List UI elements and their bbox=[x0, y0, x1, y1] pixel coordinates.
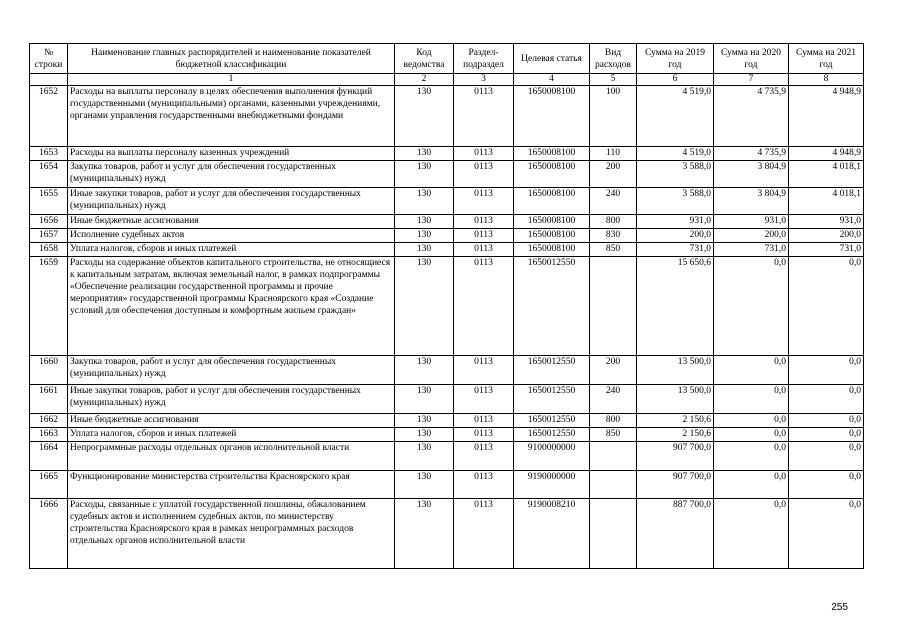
row-target: 1650008100 bbox=[514, 243, 590, 257]
row-sum2019: 200,0 bbox=[637, 229, 714, 243]
row-code: 130 bbox=[395, 188, 454, 215]
row-number: 1662 bbox=[30, 414, 68, 428]
row-sum2021: 0,0 bbox=[789, 414, 864, 428]
row-sum2019: 2 150,6 bbox=[637, 414, 714, 428]
row-code: 130 bbox=[395, 243, 454, 257]
table-row bbox=[30, 471, 864, 499]
row-number: 1652 bbox=[30, 86, 68, 147]
row-sum2020: 0,0 bbox=[714, 428, 789, 442]
row-type: 830 bbox=[590, 229, 637, 243]
row-code: 130 bbox=[395, 385, 454, 414]
row-number: 1658 bbox=[30, 243, 68, 257]
column-number bbox=[30, 74, 68, 86]
row-sum2019: 2 150,6 bbox=[637, 428, 714, 442]
header-name: Наименование главных распорядителей и наименование показателей бюджетной классификации bbox=[68, 44, 395, 74]
column-number-row bbox=[30, 74, 864, 86]
row-name: Иные закупки товаров, работ и услуг для обеспечения государственных (муниципальных) нужд bbox=[68, 385, 395, 414]
row-type: 850 bbox=[590, 428, 637, 442]
row-section: 0113 bbox=[454, 229, 514, 243]
row-section: 0113 bbox=[454, 215, 514, 229]
row-target: 9190008210 bbox=[514, 499, 590, 569]
row-sum2019: 907 700,0 bbox=[637, 471, 714, 499]
row-name: Расходы, связанные с уплатой государственной пошлины, обжалованием судебных актов и исполнением судебных актов, по министерству строительства Красноярского края в рамках непрограммных расходов отдельных органов исполнительной власти bbox=[68, 499, 395, 569]
row-sum2021: 0,0 bbox=[789, 428, 864, 442]
row-type: 800 bbox=[590, 215, 637, 229]
row-code: 130 bbox=[395, 215, 454, 229]
budget-table bbox=[29, 43, 864, 569]
table-row bbox=[30, 257, 864, 356]
row-section: 0113 bbox=[454, 257, 514, 356]
row-sum2020: 200,0 bbox=[714, 229, 789, 243]
row-sum2020: 731,0 bbox=[714, 243, 789, 257]
table-row bbox=[30, 147, 864, 161]
table-row bbox=[30, 215, 864, 229]
row-number: 1659 bbox=[30, 257, 68, 356]
row-number: 1666 bbox=[30, 499, 68, 569]
column-number: 1 bbox=[68, 74, 395, 86]
row-number: 1655 bbox=[30, 188, 68, 215]
table-row bbox=[30, 414, 864, 428]
row-type: 200 bbox=[590, 356, 637, 385]
row-section: 0113 bbox=[454, 428, 514, 442]
row-number: 1663 bbox=[30, 428, 68, 442]
row-target: 1650008100 bbox=[514, 188, 590, 215]
table-row bbox=[30, 86, 864, 147]
row-code: 130 bbox=[395, 257, 454, 356]
row-number: 1661 bbox=[30, 385, 68, 414]
row-name: Уплата налогов, сборов и иных платежей bbox=[68, 243, 395, 257]
row-code: 130 bbox=[395, 499, 454, 569]
table-row bbox=[30, 385, 864, 414]
row-type: 100 bbox=[590, 86, 637, 147]
row-sum2019: 13 500,0 bbox=[637, 385, 714, 414]
row-type bbox=[590, 257, 637, 356]
row-sum2020: 0,0 bbox=[714, 356, 789, 385]
column-number: 8 bbox=[789, 74, 864, 86]
row-type: 800 bbox=[590, 414, 637, 428]
row-type: 240 bbox=[590, 385, 637, 414]
row-code: 130 bbox=[395, 356, 454, 385]
row-type: 200 bbox=[590, 161, 637, 188]
header-sum2020: Сумма на 2020 год bbox=[714, 44, 789, 74]
row-sum2019: 15 650,6 bbox=[637, 257, 714, 356]
row-target: 1650008100 bbox=[514, 147, 590, 161]
row-number: 1653 bbox=[30, 147, 68, 161]
row-name: Иные бюджетные ассигнования bbox=[68, 215, 395, 229]
column-number: 6 bbox=[637, 74, 714, 86]
row-target: 1650008100 bbox=[514, 215, 590, 229]
row-target: 9190000000 bbox=[514, 471, 590, 499]
header-code: Код ведомства bbox=[395, 44, 454, 74]
row-sum2021: 0,0 bbox=[789, 257, 864, 356]
row-type bbox=[590, 471, 637, 499]
table-row bbox=[30, 229, 864, 243]
row-section: 0113 bbox=[454, 243, 514, 257]
row-section: 0113 bbox=[454, 188, 514, 215]
row-target: 1650008100 bbox=[514, 229, 590, 243]
row-section: 0113 bbox=[454, 356, 514, 385]
row-code: 130 bbox=[395, 86, 454, 147]
page-number: 255 bbox=[831, 602, 848, 613]
row-code: 130 bbox=[395, 428, 454, 442]
row-name: Расходы на выплаты персоналу казенных учреждений bbox=[68, 147, 395, 161]
row-type: 240 bbox=[590, 188, 637, 215]
row-sum2021: 0,0 bbox=[789, 499, 864, 569]
row-target: 1650012550 bbox=[514, 428, 590, 442]
row-type: 850 bbox=[590, 243, 637, 257]
row-section: 0113 bbox=[454, 86, 514, 147]
row-code: 130 bbox=[395, 229, 454, 243]
column-number: 2 bbox=[395, 74, 454, 86]
row-code: 130 bbox=[395, 442, 454, 471]
row-sum2021: 0,0 bbox=[789, 442, 864, 471]
table-row bbox=[30, 161, 864, 188]
row-type bbox=[590, 499, 637, 569]
row-sum2020: 3 804,9 bbox=[714, 161, 789, 188]
row-sum2020: 931,0 bbox=[714, 215, 789, 229]
header-num: № строки bbox=[30, 44, 68, 74]
row-sum2019: 4 519,0 bbox=[637, 147, 714, 161]
row-section: 0113 bbox=[454, 414, 514, 428]
row-name: Функционирование министерства строительства Красноярского края bbox=[68, 471, 395, 499]
header-section: Раздел-подраздел bbox=[454, 44, 514, 74]
row-name: Расходы на выплаты персоналу в целях обеспечения выполнения функций государственными (муниципальными) органами, казенными учреждениями, органами управления государственными внебюджетными фондами bbox=[68, 86, 395, 147]
table-row bbox=[30, 428, 864, 442]
row-name: Уплата налогов, сборов и иных платежей bbox=[68, 428, 395, 442]
row-number: 1657 bbox=[30, 229, 68, 243]
row-sum2019: 4 519,0 bbox=[637, 86, 714, 147]
row-target: 1650012550 bbox=[514, 414, 590, 428]
row-sum2021: 0,0 bbox=[789, 471, 864, 499]
row-number: 1665 bbox=[30, 471, 68, 499]
row-sum2020: 3 804,9 bbox=[714, 188, 789, 215]
row-sum2019: 731,0 bbox=[637, 243, 714, 257]
row-sum2021: 4 018,1 bbox=[789, 188, 864, 215]
row-sum2021: 4 018,1 bbox=[789, 161, 864, 188]
row-sum2019: 13 500,0 bbox=[637, 356, 714, 385]
column-number: 5 bbox=[590, 74, 637, 86]
row-code: 130 bbox=[395, 147, 454, 161]
row-sum2021: 931,0 bbox=[789, 215, 864, 229]
header-row bbox=[30, 44, 864, 74]
row-section: 0113 bbox=[454, 442, 514, 471]
row-sum2021: 0,0 bbox=[789, 385, 864, 414]
row-sum2019: 907 700,0 bbox=[637, 442, 714, 471]
row-name: Расходы на содержание объектов капитального строительства, не относящиеся к капитальным затратам, включая земельный налог, в рамках подпрограммы «Обеспечение реализации государственной программы и прочие мероприятия» государственной программы Красноярского края «Создание условий для обеспечения доступным и комфортным жильем граждан» bbox=[68, 257, 395, 356]
row-sum2019: 887 700,0 bbox=[637, 499, 714, 569]
row-sum2019: 3 588,0 bbox=[637, 161, 714, 188]
row-number: 1654 bbox=[30, 161, 68, 188]
row-sum2020: 4 735,9 bbox=[714, 147, 789, 161]
row-target: 1650012550 bbox=[514, 257, 590, 356]
row-sum2021: 731,0 bbox=[789, 243, 864, 257]
row-name: Непрограммные расходы отдельных органов исполнительной власти bbox=[68, 442, 395, 471]
row-name: Исполнение судебных актов bbox=[68, 229, 395, 243]
row-code: 130 bbox=[395, 471, 454, 499]
table-row bbox=[30, 356, 864, 385]
row-section: 0113 bbox=[454, 471, 514, 499]
table-row bbox=[30, 499, 864, 569]
table-row bbox=[30, 188, 864, 215]
row-section: 0113 bbox=[454, 385, 514, 414]
row-sum2021: 4 948,9 bbox=[789, 86, 864, 147]
row-name: Закупка товаров, работ и услуг для обеспечения государственных (муниципальных) нужд bbox=[68, 356, 395, 385]
row-target: 1650012550 bbox=[514, 385, 590, 414]
row-sum2020: 0,0 bbox=[714, 471, 789, 499]
row-name: Иные закупки товаров, работ и услуг для обеспечения государственных (муниципальных) нужд bbox=[68, 188, 395, 215]
row-sum2020: 4 735,9 bbox=[714, 86, 789, 147]
row-sum2021: 4 948,9 bbox=[789, 147, 864, 161]
row-section: 0113 bbox=[454, 147, 514, 161]
row-sum2020: 0,0 bbox=[714, 257, 789, 356]
row-target: 1650008100 bbox=[514, 86, 590, 147]
row-target: 9100000000 bbox=[514, 442, 590, 471]
row-sum2021: 200,0 bbox=[789, 229, 864, 243]
row-name: Закупка товаров, работ и услуг для обеспечения государственных (муниципальных) нужд bbox=[68, 161, 395, 188]
row-section: 0113 bbox=[454, 161, 514, 188]
row-sum2020: 0,0 bbox=[714, 385, 789, 414]
row-type bbox=[590, 442, 637, 471]
row-target: 1650008100 bbox=[514, 161, 590, 188]
row-number: 1664 bbox=[30, 442, 68, 471]
row-sum2020: 0,0 bbox=[714, 499, 789, 569]
table-row bbox=[30, 243, 864, 257]
column-number: 4 bbox=[514, 74, 590, 86]
header-sum2019: Сумма на 2019 год bbox=[637, 44, 714, 74]
row-number: 1660 bbox=[30, 356, 68, 385]
row-sum2019: 3 588,0 bbox=[637, 188, 714, 215]
header-target: Целевая статья bbox=[514, 44, 590, 74]
row-code: 130 bbox=[395, 414, 454, 428]
row-target: 1650012550 bbox=[514, 356, 590, 385]
row-type: 110 bbox=[590, 147, 637, 161]
table-row bbox=[30, 442, 864, 471]
row-name: Иные бюджетные ассигнования bbox=[68, 414, 395, 428]
header-sum2021: Сумма на 2021 год bbox=[789, 44, 864, 74]
row-number: 1656 bbox=[30, 215, 68, 229]
row-code: 130 bbox=[395, 161, 454, 188]
column-number: 3 bbox=[454, 74, 514, 86]
column-number: 7 bbox=[714, 74, 789, 86]
row-sum2021: 0,0 bbox=[789, 356, 864, 385]
row-sum2019: 931,0 bbox=[637, 215, 714, 229]
row-sum2020: 0,0 bbox=[714, 414, 789, 428]
row-sum2020: 0,0 bbox=[714, 442, 789, 471]
header-type: Вид расходов bbox=[590, 44, 637, 74]
row-section: 0113 bbox=[454, 499, 514, 569]
